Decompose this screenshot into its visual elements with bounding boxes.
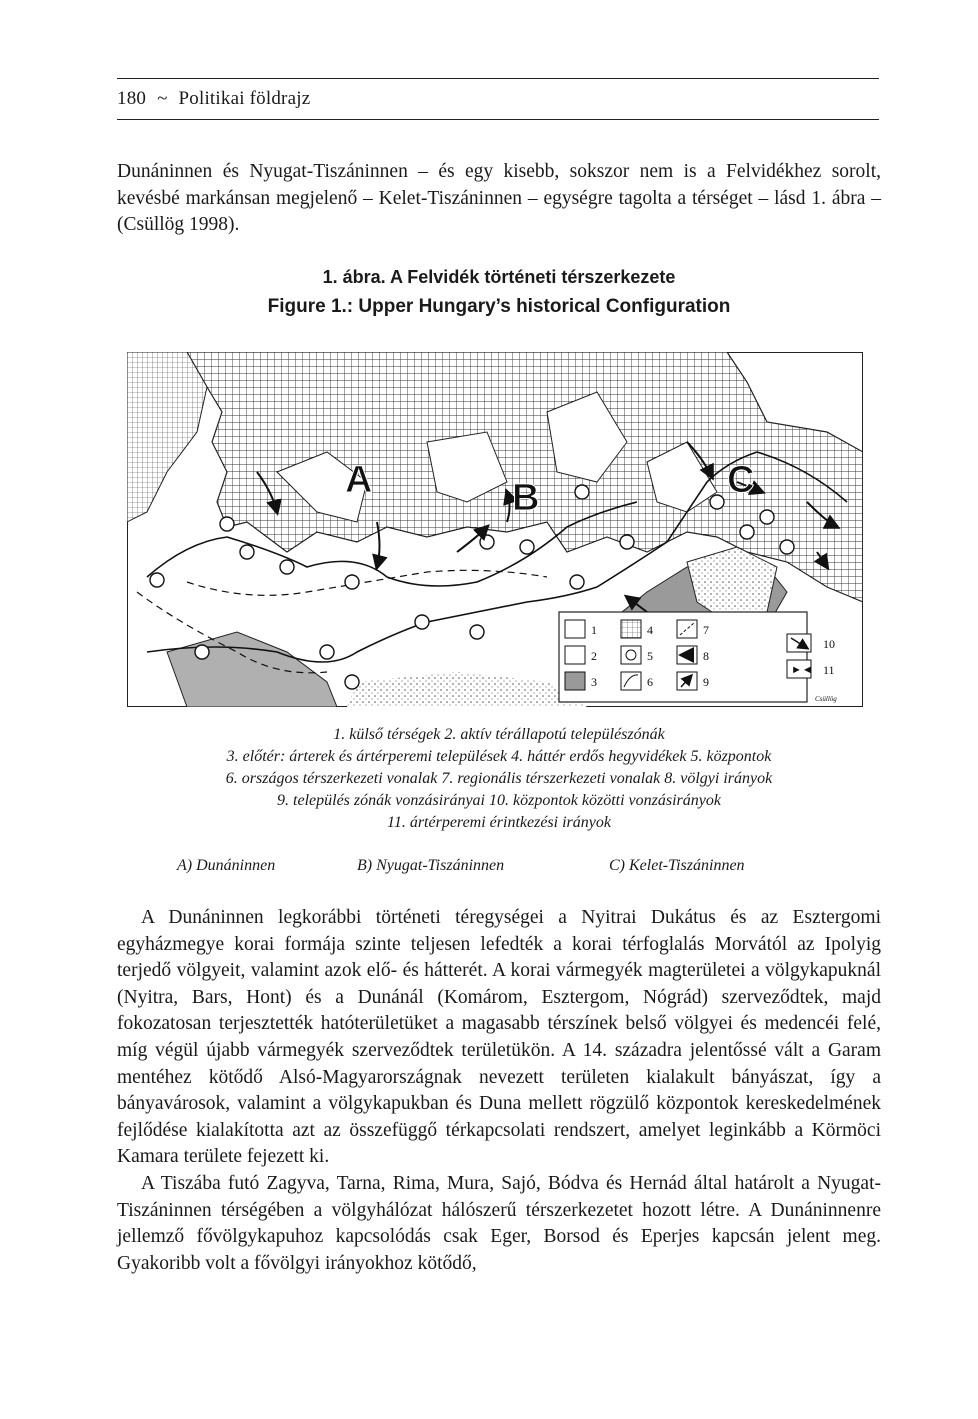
legend-num: 1 — [591, 623, 597, 637]
legend-num: 8 — [703, 649, 709, 663]
region-label-b: B — [512, 477, 540, 519]
legend-num: 7 — [703, 623, 709, 637]
caption-line: 3. előtér: árterek és ártérperemi települések 4. háttér erdős hegyvidékek 5. központok — [226, 748, 772, 765]
running-header — [117, 78, 879, 120]
legend-swatch-regional-line — [677, 620, 697, 638]
author-mark: Csüllög — [815, 695, 837, 703]
legend-num: 5 — [647, 649, 653, 663]
body-text — [117, 905, 881, 1277]
legend-num: 9 — [703, 675, 709, 689]
region-label-c: C — [727, 459, 755, 501]
legend-num: 11 — [823, 663, 835, 677]
region-name-c: C) Kelet-Tiszáninnen — [609, 857, 745, 874]
caption-line: 1. külső térségek 2. aktív térállapotú települészónák — [333, 726, 665, 743]
centre-icon — [626, 650, 636, 660]
section-title: Politikai földrajz — [178, 88, 311, 109]
page-number: 180 — [117, 88, 147, 109]
legend-num: 10 — [823, 637, 835, 651]
legend-swatch-forest — [621, 620, 641, 638]
region-label-a: A — [345, 459, 373, 501]
legend — [559, 612, 837, 703]
legend-swatch-active — [565, 646, 585, 664]
legend-swatch-outer — [565, 620, 585, 638]
region-name-a: A) Dunáninnen — [177, 857, 276, 874]
body-paragraph: A Dunáninnen legkorábbi történeti téregységei a Nyitrai Dukátus és az Esztergomi egyházmegye korai formája szinte teljesen lefedték a korai térfoglalás Morvától az Ipolyig terjedő völgyeit, valamint azok elő- és hátterét. A korai vármegyék magterületei a völgykapuknál (Nyitra, Bars, Hont) és a Dunánál (Komárom, Esztergom, Nógrád) szerveződtek, majd fokozatosan terjesztették hatóterületüket a magasabb térszínek belső völgyei és medencéi felé, míg végül újabb vármegyék szerveződtek területükön. A 14. századra jelentőssé vált a Garam mentéhez kötődő Alsó-Magyarországnak nevezett területen kialakult bányászat, így a bányavárosok, valamint a völgykapukban és Duna mellett rögzülő központok kereskedelmének fejlődése kialakította azt az összefüggő térkapcsolati rendszert, amelyet leginkább a Körmöci Kamara területe fejezett ki. — [117, 907, 881, 1168]
caption-line: 11. ártérperemi érintkezési irányok — [387, 814, 611, 831]
header-separator: ~ — [157, 88, 168, 109]
figure-title-en: Figure 1.: Upper Hungary’s historical Configuration — [267, 296, 731, 317]
caption-line: 6. országos térszerkezeti vonalak 7. regionális térszerkezeti vonalak 8. völgyi irányok — [225, 770, 773, 787]
figure-map — [127, 352, 863, 707]
intro-paragraph: Dunáninnen és Nyugat-Tiszáninnen – és egy kisebb, sokszor nem is a Felvidékhez sorolt, kevésbé markánsan megjelenő – Kelet-Tiszáninnen – egységre tagolta a térséget – lásd 1. ábra – (Csüllög 1998). — [117, 161, 881, 236]
legend-num: 4 — [647, 623, 653, 637]
contact-arrows-icon: ►◄ — [791, 664, 813, 676]
figure-caption — [117, 724, 881, 834]
region-name-b: B) Nyugat-Tiszáninnen — [357, 857, 505, 874]
map-svg — [127, 352, 863, 707]
legend-num: 2 — [591, 649, 597, 663]
body-paragraph: A Tiszába futó Zagyva, Tarna, Rima, Mura, Sajó, Bódva és Hernád által határolt a Nyugat-Tiszáninnen térségében a völgyhálózat hálószerű térszerkezetet hozott létre. A Dunáninnenre jellemző fővölgykapuhoz kapcsolódás csak Eger, Borsod és Eperjes kapcsán jelent meg. Gyakoribb volt a fővölgyi irányokhoz kötődő, — [117, 1172, 881, 1274]
caption-line: 9. település zónák vonzásirányai 10. központok közötti vonzásirányok — [277, 792, 721, 809]
legend-num: 6 — [647, 675, 653, 689]
legend-swatch-floodplain — [565, 672, 585, 690]
figure-title-hu: 1. ábra. A Felvidék történeti térszerkezete — [322, 267, 676, 287]
legend-num: 3 — [591, 675, 597, 689]
